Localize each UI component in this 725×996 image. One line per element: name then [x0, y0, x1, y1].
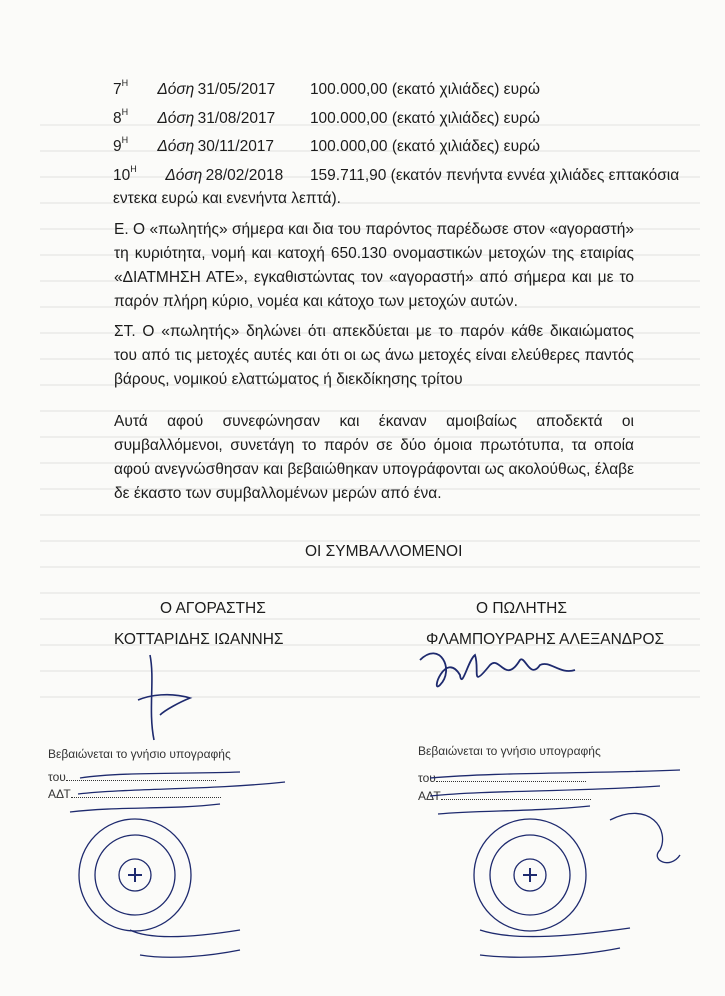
paragraph-closing: Αυτά αφού συνεφώνησαν και έκαναν αμοιβαίως αποδεκτά οι συμβαλλόμενοι, συνετάγη το παρόν σε δύο όμοια πρωτότυπα, τα οποία αφού ανεγνώσθησαν και βεβαιώθηκαν υπογράφονται ως ακολούθως, έλαβε δε έκαστο των συμβαλλομένων μερών από ένα.: [114, 413, 634, 502]
buyer-certification-line2: του: [48, 768, 216, 784]
buyer-certification-line3: ΑΔΤ: [48, 785, 221, 801]
paragraph-e: Ε. Ο «πωλητής» σήμερα και δια του παρόντος παρέδωσε στον «αγοραστή» τη κυριότητα, νομή και κατοχή 650.130 ονομαστικών μετοχών της εταιρίας «ΔΙΑΤΜΗΣΗ ΑΤΕ», εγκαθιστώντας τον «αγοραστή» από σήμερα και με το παρόν πλήρη κύριο, νομέα και κάτοχο των μετοχών αυτών.: [114, 221, 634, 310]
buyer-certification-line1: Βεβαιώνεται το γνήσιο υπογραφής: [48, 747, 231, 761]
parties-heading: ΟΙ ΣΥΜΒΑΛΛΟΜΕΝΟΙ: [305, 543, 463, 560]
seller-role: Ο ΠΩΛΗΤΗΣ: [476, 600, 567, 617]
buyer-name: ΚΟΤΤΑΡΙΔΗΣ ΙΩΑΝΝΗΣ: [114, 631, 284, 648]
seller-name: ΦΛΑΜΠΟΥΡΑΡΗΣ ΑΛΕΞΑΝΔΡΟΣ: [426, 631, 665, 648]
installment-continuation: εντεκα ευρώ και ενενήντα λεπτά).: [113, 190, 341, 207]
installment-row: $7^H$ Δόση 31/05/2017 100.000,00 (εκατό χιλιάδες) ευρώ: [113, 78, 540, 99]
buyer-signature: [120, 640, 210, 750]
seller-certification-line1: Βεβαιώνεται το γνήσιο υπογραφής: [418, 744, 601, 758]
paragraph-st: ΣΤ. Ο «πωλητής» δηλώνει ότι απεκδύεται με το παρόν κάθε δικαιώματος του από τις μετοχές αυτές και ότι οι ως άνω μετοχές είναι ελεύθερες παντός βάρους, νομικού ελαττώματος ή διεκδίκησης τρίτου: [114, 323, 634, 388]
buyer-role: Ο ΑΓΟΡΑΣΤΗΣ: [160, 600, 266, 617]
buyer-official-stamp: [60, 760, 300, 980]
seller-official-stamp: [420, 760, 710, 980]
seller-certification-line2: του: [418, 769, 586, 785]
installment-row: $8^H$ Δόση 31/08/2017 100.000,00 (εκατό χιλιάδες) ευρώ: [113, 107, 540, 128]
seller-certification-line3: ΑΔΤ: [418, 787, 591, 803]
seller-signature: [400, 630, 620, 710]
installment-row: $10^H$ Δόση 28/02/2018 159.711,90 (εκατόν πενήντα εννέα χιλιάδες επτακόσια: [113, 164, 680, 185]
installment-row: $9^H$ Δόση 30/11/2017 100.000,00 (εκατό χιλιάδες) ευρώ: [113, 135, 540, 156]
